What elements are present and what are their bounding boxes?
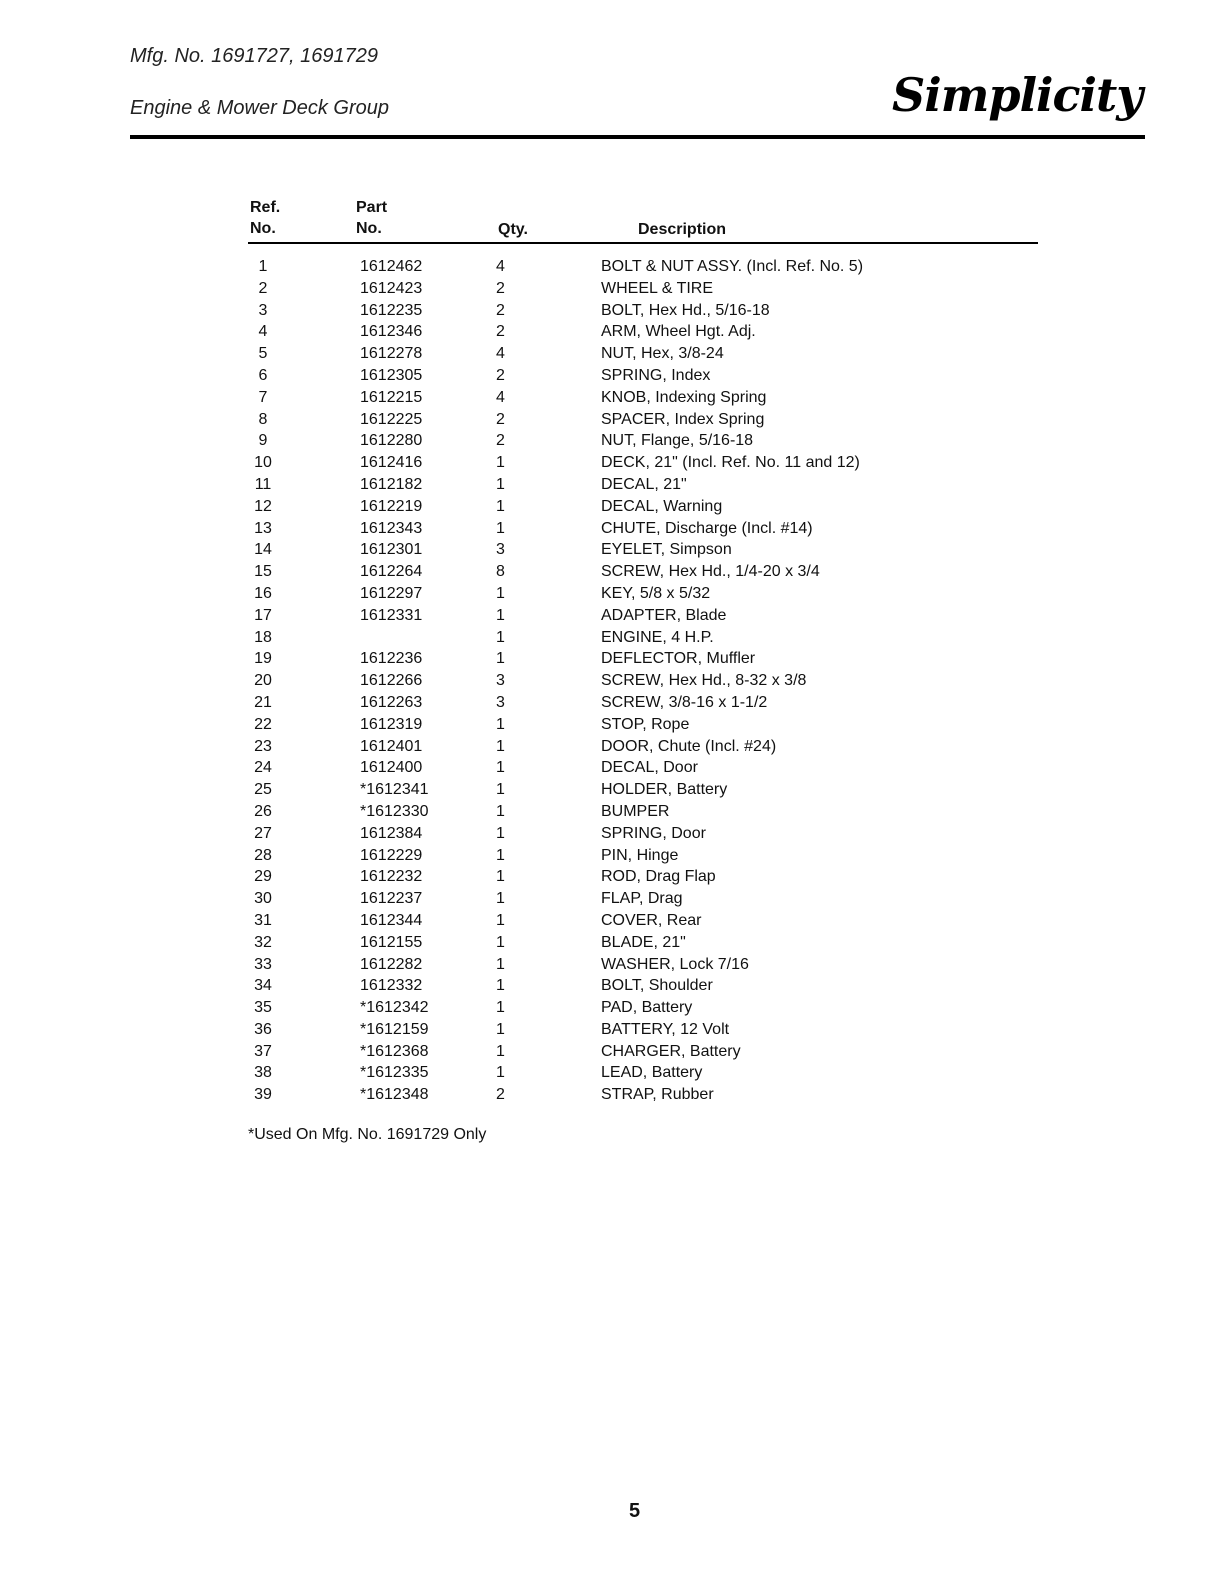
qty-cell: 1 [496,628,505,646]
table-row [248,365,1048,387]
table-row [248,496,1048,518]
part-number-cell: 1612182 [360,475,423,493]
part-number-cell: 1612263 [360,693,423,711]
ref-cell: 37 [254,1042,272,1060]
qty-cell: 8 [496,563,505,581]
qty-cell: 4 [496,345,505,363]
qty-cell: 1 [496,715,505,733]
ref-cell: 22 [254,715,272,733]
ref-cell: 33 [254,955,272,973]
part-number-cell: 1612155 [360,933,423,951]
ref-cell: 35 [254,999,272,1017]
description-cell: DEFLECTOR, Muffler [601,650,756,668]
part-number-cell: 1612462 [360,258,423,275]
qty-cell: 1 [496,999,505,1017]
part-number-cell: 1612266 [360,672,423,690]
qty-cell: 3 [496,672,505,690]
ref-cell: 3 [258,301,268,319]
page-number: 5 [629,1500,641,1522]
qty-cell: 1 [496,824,505,842]
table-row [248,823,1048,845]
header-underline [248,242,1038,244]
description-cell: SPACER, Index Spring [601,410,765,428]
qty-cell: 1 [496,890,505,908]
description-cell: DECAL, 21" [601,475,687,493]
table-row [248,321,1048,343]
header-ref-line1: Ref. [250,199,281,216]
ref-cell: 7 [258,388,268,406]
ref-cell: 5 [258,345,268,363]
qty-cell: 1 [496,846,505,864]
ref-cell: 23 [254,737,272,755]
description-cell: PIN, Hinge [601,846,679,864]
qty-cell: 1 [496,737,505,755]
ref-cell: 18 [254,628,272,646]
description-cell: WASHER, Lock 7/16 [601,955,749,973]
table-row [248,932,1048,954]
qty-cell: 1 [496,1042,505,1060]
description-cell: DECAL, Door [601,759,698,777]
part-number-cell: 1612236 [360,650,423,668]
description-cell: PAD, Battery [601,999,693,1017]
table-row [248,278,1048,300]
qty-cell: 2 [496,410,505,428]
ref-cell: 21 [254,693,272,711]
table-row [248,757,1048,779]
header-description: Description [638,221,727,238]
qty-cell: 2 [496,366,505,384]
ref-cell: 24 [254,759,272,777]
qty-cell: 1 [496,606,505,624]
table-row [248,583,1048,605]
description-cell: BATTERY, 12 Volt [601,1020,730,1038]
ref-cell: 28 [254,846,272,864]
qty-cell: 1 [496,1064,505,1082]
header-part-line2: No. [356,220,382,237]
qty-cell: 1 [496,911,505,929]
description-cell: SCREW, 3/8-16 x 1-1/2 [601,693,768,711]
footnote: *Used On Mfg. No. 1691729 Only [248,1126,487,1143]
table-row [248,256,1048,278]
table-row [248,954,1048,976]
description-cell: DECK, 21" (Incl. Ref. No. 11 and 12) [601,454,860,472]
table-row [248,1041,1048,1063]
part-number-cell: *1612348 [360,1086,429,1104]
qty-cell: 4 [496,388,505,406]
description-cell: BUMPER [601,802,670,820]
description-cell: ARM, Wheel Hgt. Adj. [601,323,756,341]
part-number-cell: 1612215 [360,388,423,406]
ref-cell: 10 [254,454,272,472]
table-row [248,910,1048,932]
ref-cell: 31 [254,911,272,929]
qty-cell: 1 [496,759,505,777]
part-number-cell: 1612297 [360,584,423,602]
part-number-cell: 1612400 [360,759,423,777]
ref-cell: 16 [254,584,272,602]
table-row [248,1062,1048,1084]
part-number-cell: 1612232 [360,868,423,886]
part-number-cell: 1612282 [360,955,423,973]
part-number-cell: 1612264 [360,563,423,581]
table-row [248,648,1048,670]
qty-cell: 1 [496,584,505,602]
part-number-cell: 1612219 [360,497,423,515]
ref-cell: 20 [254,672,272,690]
table-row [248,387,1048,409]
description-cell: EYELET, Simpson [601,541,732,559]
description-cell: NUT, Flange, 5/16-18 [601,432,754,450]
table-row [248,430,1048,452]
table-row [248,474,1048,496]
ref-cell: 27 [254,824,272,842]
ref-cell: 32 [254,933,272,951]
part-number-cell: 1612229 [360,846,423,864]
qty-cell: 1 [496,454,505,472]
header-ref-no [250,197,280,239]
part-number-cell: *1612335 [360,1064,429,1082]
description-cell: NUT, Hex, 3/8-24 [601,345,724,363]
qty-cell: 1 [496,497,505,515]
description-cell: DOOR, Chute (Incl. #24) [601,737,777,755]
ref-cell: 11 [254,475,272,493]
part-number-cell: 1612384 [360,824,423,842]
qty-cell: 4 [496,258,505,275]
ref-cell: 26 [254,802,272,820]
brand-logo: Simplicity [892,68,1142,122]
ref-cell: 14 [254,541,272,559]
table-row [248,975,1048,997]
part-number-cell: 1612301 [360,541,423,559]
part-number-cell: 1612280 [360,432,423,450]
part-number-cell: *1612341 [360,781,429,799]
description-cell: DECAL, Warning [601,497,723,515]
ref-cell: 12 [254,497,272,515]
table-row [248,845,1048,867]
ref-cell: 15 [254,563,272,581]
part-number-cell: 1612237 [360,890,423,908]
table-row [248,801,1048,823]
description-cell: CHARGER, Battery [601,1042,741,1060]
ref-cell: 36 [254,1020,272,1038]
description-cell: WHEEL & TIRE [601,279,714,297]
qty-cell: 2 [496,1086,505,1104]
qty-cell: 1 [496,519,505,537]
description-cell: FLAP, Drag [601,890,683,908]
table-row [248,539,1048,561]
qty-cell: 2 [496,301,505,319]
ref-cell: 38 [254,1064,272,1082]
part-number-cell: 1612305 [360,366,423,384]
part-number-cell: 1612416 [360,454,423,472]
ref-cell: 29 [254,868,272,886]
part-number-cell: *1612368 [360,1042,429,1060]
description-cell: SCREW, Hex Hd., 1/4-20 x 3/4 [601,563,820,581]
table-row [248,997,1048,1019]
part-number-cell: 1612401 [360,737,423,755]
ref-cell: 2 [258,279,268,297]
qty-cell: 3 [496,693,505,711]
qty-cell: 3 [496,541,505,559]
table-row [248,779,1048,801]
qty-cell: 1 [496,475,505,493]
ref-cell: 8 [258,410,268,428]
qty-cell: 1 [496,781,505,799]
description-cell: BOLT, Shoulder [601,977,713,995]
header-part-no [356,197,387,239]
description-cell: STRAP, Rubber [601,1086,714,1104]
description-cell: HOLDER, Battery [601,781,728,799]
table-row [248,866,1048,888]
ref-cell: 30 [254,890,272,908]
ref-cell: 13 [254,519,272,537]
description-cell: ADAPTER, Blade [601,606,727,624]
part-number-cell: 1612319 [360,715,423,733]
description-cell: ENGINE, 4 H.P. [601,628,714,646]
part-number-cell: 1612225 [360,410,423,428]
ref-cell: 19 [254,650,272,668]
ref-cell: 4 [258,323,268,341]
description-cell: STOP, Rope [601,715,690,733]
ref-cell: 25 [254,781,272,799]
part-number-cell: 1612235 [360,301,423,319]
qty-cell: 1 [496,933,505,951]
part-number-cell: 1612278 [360,345,423,363]
ref-cell: 1 [258,258,268,275]
qty-cell: 1 [496,868,505,886]
table-row [248,692,1048,714]
ref-cell: 34 [254,977,272,995]
ref-cell: 6 [258,366,268,384]
table-row [248,736,1048,758]
qty-cell: 2 [496,323,505,341]
description-cell: BLADE, 21" [601,933,686,951]
qty-cell: 1 [496,977,505,995]
table-row [248,300,1048,322]
table-row [248,888,1048,910]
description-cell: SPRING, Door [601,824,706,842]
description-cell: BOLT, Hex Hd., 5/16-18 [601,301,770,319]
table-rows [248,256,1048,1106]
ref-cell: 39 [254,1086,272,1104]
qty-cell: 1 [496,802,505,820]
part-number-cell: 1612423 [360,279,423,297]
header-rule [130,135,1145,139]
description-cell: COVER, Rear [601,911,702,929]
header-part-line1: Part [356,199,388,216]
description-cell: SCREW, Hex Hd., 8-32 x 3/8 [601,672,807,690]
description-cell: LEAD, Battery [601,1064,703,1082]
description-cell: ROD, Drag Flap [601,868,716,886]
description-cell: KNOB, Indexing Spring [601,388,767,406]
description-cell: KEY, 5/8 x 5/32 [601,584,711,602]
table-row [248,670,1048,692]
qty-cell: 2 [496,279,505,297]
table-row [248,627,1048,649]
table-row [248,518,1048,540]
table-row [248,343,1048,365]
mfg-number: Mfg. No. 1691727, 1691729 [130,45,378,67]
part-number-cell: 1612346 [360,323,423,341]
header-ref-line2: No. [250,220,276,237]
ref-cell: 17 [254,606,272,624]
ref-cell: 9 [258,432,268,450]
table-row [248,605,1048,627]
qty-cell: 1 [496,650,505,668]
qty-cell: 2 [496,432,505,450]
table-row [248,452,1048,474]
part-number-cell: *1612342 [360,999,429,1017]
header-qty: Qty. [498,221,528,238]
qty-cell: 1 [496,1020,505,1038]
part-number-cell: 1612344 [360,911,423,929]
table-row [248,714,1048,736]
part-number-cell: 1612331 [360,606,423,624]
description-cell: BOLT & NUT ASSY. (Incl. Ref. No. 5) [601,258,864,275]
part-number-cell: *1612159 [360,1020,429,1038]
table-row [248,1019,1048,1041]
table-row [248,561,1048,583]
description-cell: CHUTE, Discharge (Incl. #14) [601,519,813,537]
group-title: Engine & Mower Deck Group [130,97,390,119]
table-row [248,409,1048,431]
part-number-cell: 1612332 [360,977,423,995]
part-number-cell: *1612330 [360,802,429,820]
part-number-cell: 1612343 [360,519,423,537]
description-cell: SPRING, Index [601,366,711,384]
table-row [248,1084,1048,1106]
qty-cell: 1 [496,955,505,973]
